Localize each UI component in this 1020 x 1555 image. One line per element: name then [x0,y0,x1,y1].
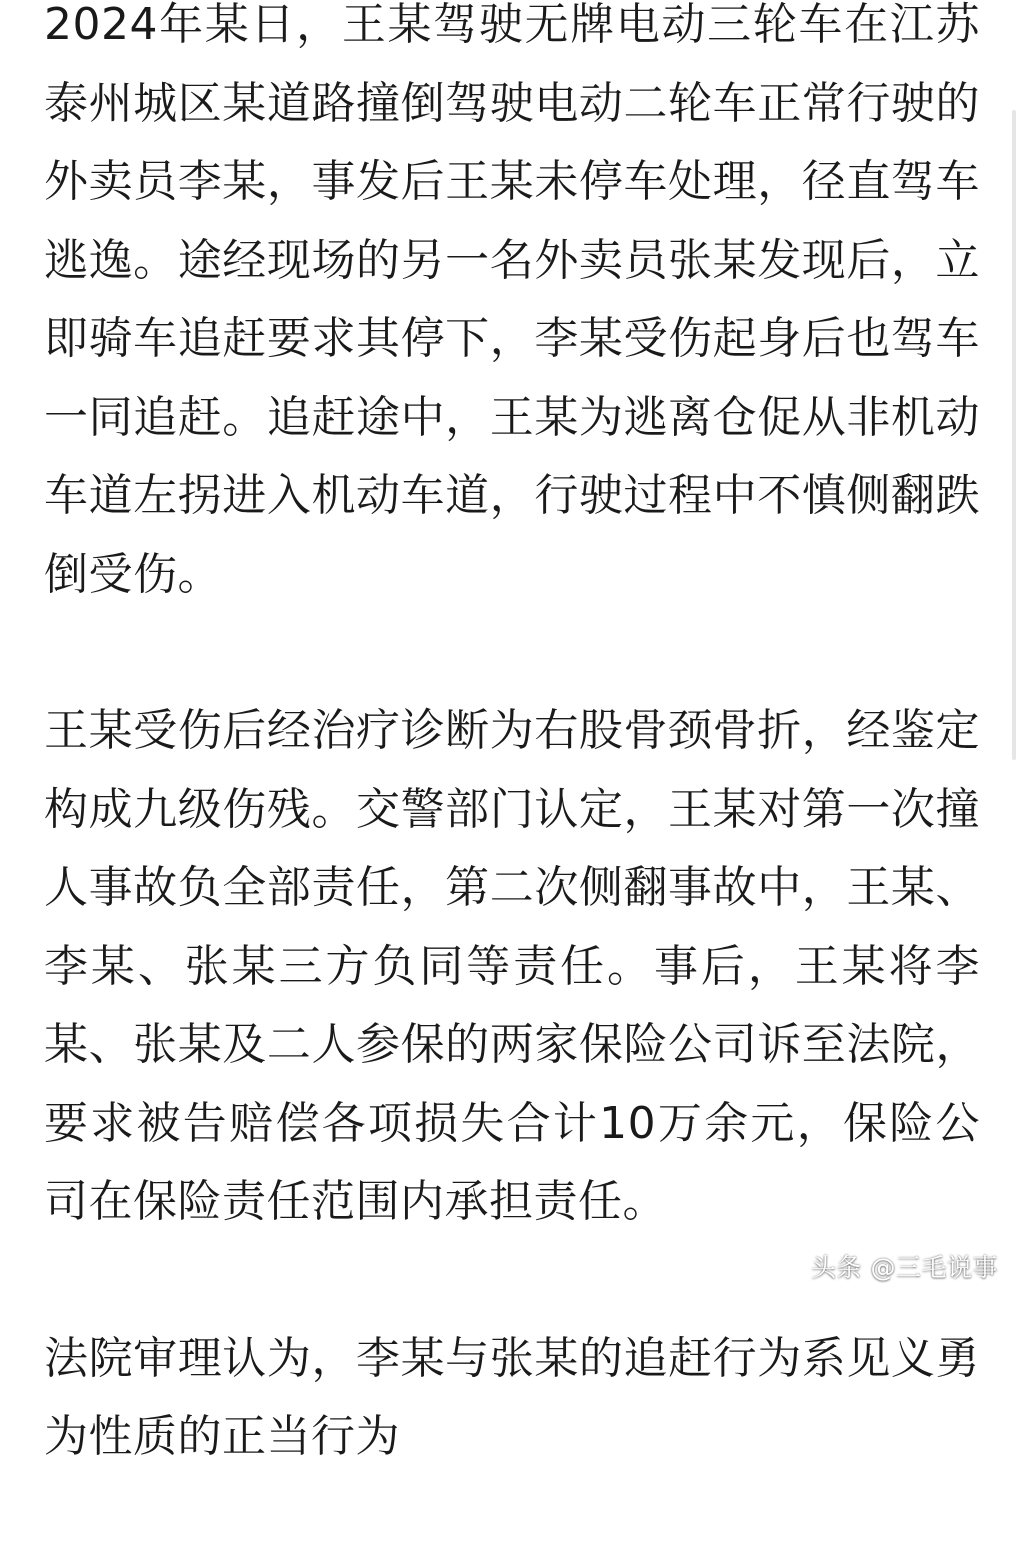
article-body [44,0,980,1555]
article-paragraph-1: 2024年某日，王某驾驶无牌电动三轮车在江苏泰州城区某道路撞倒驾驶电动二轮车正常行驶的外卖员李某，事发后王某未停车处理，径直驾车逃逸。途经现场的另一名外卖员张某发现后，立即骑车追赶要求其停下，李某受伤起身后也驾车一同追赶。追赶途中，王某为逃离仓促从非机动车道左拐进入机动车道，行驶过程中不慎侧翻跌倒受伤。 [44,0,980,600]
scrollbar[interactable] [1012,110,1016,760]
article-paragraph-3: 法院审理认为，李某与张某的追赶行为系见义勇为性质的正当行为 [44,1332,980,1462]
article-paragraph-2: 王某受伤后经治疗诊断为右股骨颈骨折，经鉴定构成九级伤残。交警部门认定，王某对第一次撞人事故负全部责任，第二次侧翻事故中，王某、李某、张某三方负同等责任。事后，王某将李某、张某及二人参保的两家保险公司诉至法院，要求被告赔偿各项损失合计10万余元，保险公司在保险责任范围内承担责任。 [44,705,980,1227]
watermark-text: 头条 @三毛说事 [811,1253,998,1282]
